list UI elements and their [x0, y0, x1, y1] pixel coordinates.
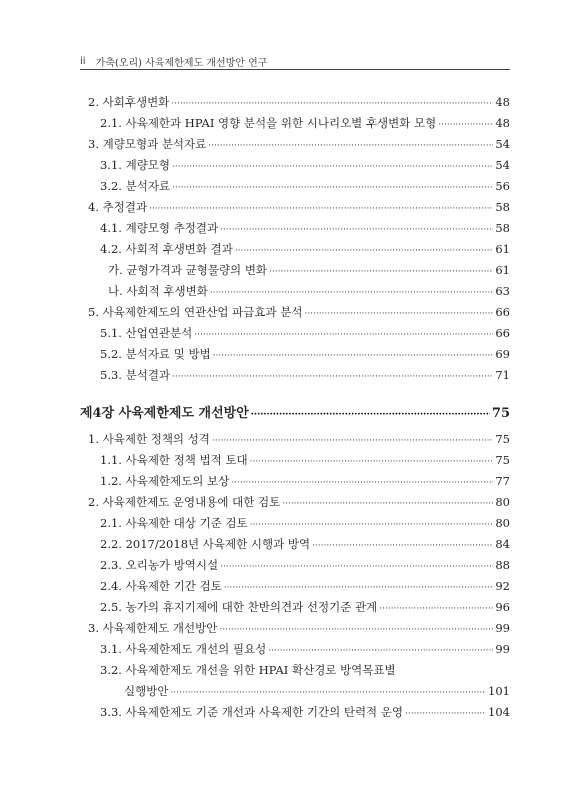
toc-entry-page: 61 — [495, 242, 510, 256]
toc-entry-label: 실행방안 — [124, 684, 169, 698]
toc-entry-continuation[interactable] — [80, 683, 510, 701]
leader-dots — [251, 407, 490, 423]
toc-entry[interactable] — [80, 557, 510, 575]
toc-entry-page: 48 — [495, 95, 510, 109]
toc-entry[interactable] — [80, 241, 510, 259]
toc-entry[interactable] — [80, 136, 510, 154]
toc-entry[interactable] — [80, 367, 510, 385]
toc-entry-label: 3. 계량모형과 분석자료 — [88, 137, 207, 151]
toc-entry[interactable] — [80, 199, 510, 217]
leader-dots — [213, 348, 494, 364]
leader-dots — [405, 706, 486, 722]
leader-dots — [172, 159, 493, 175]
leader-dots — [149, 201, 493, 217]
toc-entry-page: 63 — [495, 284, 510, 298]
leader-dots — [170, 685, 486, 701]
toc-chapter-entry[interactable] — [80, 406, 510, 423]
toc-entry-label: 2.4. 사육제한 기간 검토 — [100, 579, 222, 593]
toc-entry-page: 75 — [495, 453, 510, 467]
header-title: 가축(오리) 사육제한제도 개선방안 연구 — [95, 57, 268, 69]
toc-entry-label: 5.1. 산업연관분석 — [100, 326, 193, 340]
leader-dots — [304, 306, 493, 322]
toc-entry-label: 5. 사육제한제도의 연관산업 파급효과 분석 — [88, 305, 303, 319]
toc-entry[interactable] — [80, 515, 510, 533]
toc-entry[interactable] — [80, 262, 510, 280]
toc-entry-label: 1.2. 사육제한제도의 보상 — [100, 474, 230, 488]
toc-entry-page: 61 — [495, 263, 510, 277]
leader-dots — [379, 601, 493, 617]
toc-entry[interactable] — [80, 599, 510, 617]
toc-entry-page: 84 — [495, 537, 510, 551]
toc-entry-label: 2.1. 사육제한과 HPAI 영향 분석을 위한 시나리오별 후생변화 모형 — [100, 116, 437, 130]
toc-entry-page: 75 — [491, 406, 510, 421]
leader-dots — [250, 454, 494, 470]
toc-entry-page: 99 — [495, 621, 510, 635]
toc-entry-label: 2. 사육제한제도 운영내용에 대한 검토 — [88, 495, 281, 509]
toc-entry-page: 56 — [495, 179, 510, 193]
toc-entry-page: 66 — [495, 305, 510, 319]
toc-entry-label: 4. 추정결과 — [88, 200, 148, 214]
toc-entry[interactable] — [80, 115, 510, 133]
toc-entry[interactable] — [80, 452, 510, 470]
toc-entry[interactable] — [80, 325, 510, 343]
leader-dots — [220, 559, 493, 575]
toc-entry[interactable] — [80, 157, 510, 175]
toc-entry[interactable] — [80, 578, 510, 596]
toc-entry[interactable] — [80, 704, 510, 722]
toc-entry-page: 77 — [495, 474, 510, 488]
toc-chapter-label: 제4장 사육제한제도 개선방안 — [80, 406, 249, 421]
leader-dots — [438, 117, 493, 133]
leader-dots — [194, 327, 493, 343]
toc-entry[interactable] — [80, 641, 510, 659]
leader-dots — [231, 475, 493, 491]
leader-dots — [212, 433, 493, 449]
toc-entry-page: 101 — [488, 684, 510, 698]
header-page-number: ii — [80, 55, 86, 67]
leader-dots — [282, 496, 493, 512]
toc-entry[interactable] — [80, 283, 510, 301]
leader-dots — [210, 285, 494, 301]
toc-entry-label: 2.3. 오리농가 방역시설 — [100, 558, 219, 572]
toc-entry[interactable] — [80, 620, 510, 638]
toc-entry-page: 80 — [495, 495, 510, 509]
toc-entry[interactable] — [80, 473, 510, 491]
toc-entry-page: 58 — [495, 221, 510, 235]
toc-entry-page: 69 — [495, 347, 510, 361]
leader-dots — [172, 369, 493, 385]
toc-entry-page: 96 — [495, 600, 510, 614]
toc-entry-page: 80 — [495, 516, 510, 530]
toc-entry[interactable] — [80, 431, 510, 449]
toc-entry-page: 104 — [488, 705, 510, 719]
toc-entry-label: 5.3. 분석결과 — [100, 368, 171, 382]
toc-entry[interactable] — [80, 220, 510, 238]
leader-dots — [219, 622, 493, 638]
toc-entry-label: 1.1. 사육제한 정책 법적 토대 — [100, 453, 248, 467]
toc-entry-label: 가. 균형가격과 균형물량의 변화 — [108, 263, 268, 277]
toc-entry-page: 75 — [495, 432, 510, 446]
toc-entry-label: 2.2. 2017/2018년 사육제한 시행과 방역 — [100, 537, 311, 551]
toc-entry[interactable] — [80, 346, 510, 364]
toc-entry[interactable] — [80, 662, 510, 678]
toc-entry-label: 4.1. 계량모형 추정결과 — [100, 221, 219, 235]
leader-dots — [220, 222, 493, 238]
leader-dots — [172, 180, 493, 196]
leader-dots — [208, 138, 493, 154]
toc-entry-page: 54 — [495, 137, 510, 151]
toc-entry-page: 71 — [495, 368, 510, 382]
toc-entry-label: 나. 사회적 후생변화 — [108, 284, 208, 298]
toc-entry-label: 3. 사육제한제도 개선방안 — [88, 621, 218, 635]
toc-entry-page: 92 — [495, 579, 510, 593]
leader-dots — [235, 243, 493, 259]
toc-entry-page: 88 — [495, 558, 510, 572]
leader-dots — [224, 580, 494, 596]
toc-entry-page: 66 — [495, 326, 510, 340]
toc-entry-page: 99 — [495, 642, 510, 656]
toc-entry-label: 3.3. 사육제한제도 기준 개선과 사육제한 기간의 탄력적 운영 — [100, 705, 404, 719]
toc-entry-label: 3.1. 사육제한제도 개선의 필요성 — [100, 642, 267, 656]
toc-entry-label: 2.1. 사육제한 대상 기준 검토 — [100, 516, 248, 530]
toc-entry-label: 5.2. 분석자료 및 방법 — [100, 347, 211, 361]
toc-entry-page: 54 — [495, 158, 510, 172]
toc-entry-label: 3.2. 분석자료 — [100, 179, 171, 193]
leader-dots — [250, 517, 494, 533]
toc-entry-page: 48 — [495, 116, 510, 130]
header-rule — [80, 69, 510, 70]
toc-entry-label: 3.1. 계량모형 — [100, 158, 171, 172]
toc-entry-label: 4.2. 사회적 후생변화 결과 — [100, 242, 233, 256]
toc-entry-label: 1. 사육제한 정책의 성격 — [88, 432, 210, 446]
running-header — [80, 52, 510, 70]
leader-dots — [312, 538, 493, 554]
leader-dots — [171, 96, 493, 112]
leader-dots — [268, 643, 493, 659]
toc-entry[interactable] — [80, 94, 510, 112]
toc-entry[interactable] — [80, 536, 510, 554]
toc-entry-label: 2.5. 농가의 휴지기제에 대한 찬반의견과 선정기준 관계 — [100, 600, 378, 614]
leader-dots — [269, 264, 493, 280]
toc-entry-page: 58 — [495, 200, 510, 214]
toc-entry[interactable] — [80, 178, 510, 196]
toc-entry[interactable] — [80, 494, 510, 512]
toc-entry-label: 2. 사회후생변화 — [88, 95, 170, 109]
toc-entry-label: 3.2. 사육제한제도 개선을 위한 HPAI 확산경로 방역목표별 — [100, 663, 396, 677]
toc-entry[interactable] — [80, 304, 510, 322]
